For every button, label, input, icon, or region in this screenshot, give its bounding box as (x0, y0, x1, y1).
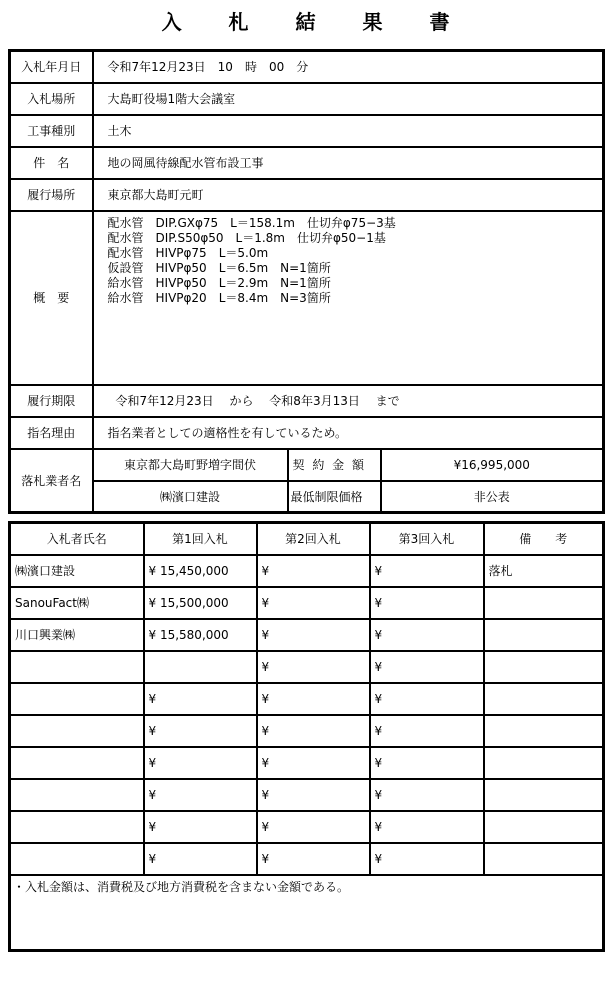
reason-label: 指名理由 (10, 417, 93, 449)
project-name-value: 地の岡風待線配水管布設工事 (93, 147, 604, 179)
remarks (484, 683, 604, 715)
reason-value: 指名業者としての適格性を有しているため。 (93, 417, 604, 449)
header-round2: 第2回入札 (257, 523, 370, 555)
table-row (10, 715, 604, 747)
bidder-name: 川口興業㈱ (10, 619, 144, 651)
summary-line: 給水管 HIVPφ50 L＝2.9m N=1箇所 (107, 275, 331, 290)
header-bidder: 入札者氏名 (10, 523, 144, 555)
table-row (10, 843, 604, 875)
bidder-name (10, 747, 144, 779)
period-value: 令和7年12月23日 から 令和8年3月13日 まで (93, 385, 604, 417)
bid-results-table (8, 521, 605, 952)
summary-line: 配水管 DIP.GXφ75 L＝158.1m 仕切弁φ75−3基 (107, 215, 396, 230)
round2-amount: ¥ (257, 843, 370, 875)
remarks (484, 715, 604, 747)
winner-label: 落札業者名 (10, 449, 93, 513)
remarks (484, 843, 604, 875)
row-bid-place (10, 83, 604, 115)
bidder-name (10, 843, 144, 875)
round3-amount: ¥ (370, 811, 484, 843)
round2-amount: ¥ (257, 651, 370, 683)
round2-amount: ¥ (257, 619, 370, 651)
summary-line: 給水管 HIVPφ20 L＝8.4m N=3箇所 (107, 290, 331, 305)
bidder-name (10, 811, 144, 843)
round3-amount: ¥ (370, 651, 484, 683)
table-row (10, 811, 604, 843)
bidder-name: SanouFact㈱ (10, 587, 144, 619)
remarks (484, 779, 604, 811)
row-reason (10, 417, 604, 449)
title-char: 果 (362, 10, 383, 34)
row-project-name (10, 147, 604, 179)
title-char: 書 (429, 10, 450, 34)
remarks (484, 587, 604, 619)
round2-amount: ¥ (257, 747, 370, 779)
winner-name: ㈱濱口建設 (93, 481, 288, 513)
row-winner-2 (10, 481, 604, 513)
header-row (10, 523, 604, 555)
table-row (10, 651, 604, 683)
table-row (10, 619, 604, 651)
round3-amount: ¥ (370, 587, 484, 619)
row-period (10, 385, 604, 417)
round3-amount: ¥ (370, 619, 484, 651)
round2-amount: ¥ (257, 779, 370, 811)
title-char: 札 (228, 10, 249, 34)
footnote-row (10, 875, 604, 951)
summary-line: 配水管 HIVPφ75 L＝5.0m (107, 245, 269, 260)
round1-amount: ¥ 15,500,000 (144, 587, 257, 619)
project-name-label: 件 名 (10, 147, 93, 179)
header-round1: 第1回入札 (144, 523, 257, 555)
round2-amount: ¥ (257, 683, 370, 715)
work-type-label: 工事種別 (10, 115, 93, 147)
round2-amount: ¥ (257, 587, 370, 619)
row-location (10, 179, 604, 211)
document-title (0, 6, 611, 35)
title-char: 入 (161, 10, 182, 34)
bidder-name (10, 651, 144, 683)
summary-label: 概 要 (10, 211, 93, 385)
round1-amount (144, 651, 257, 683)
bid-place-label: 入札場所 (10, 83, 93, 115)
round1-amount: ¥ (144, 683, 257, 715)
min-price-label: 最低制限価格 (288, 481, 381, 513)
summary-line: 配水管 DIP.S50φ50 L＝1.8m 仕切弁φ50−1基 (107, 230, 386, 245)
summary-value (93, 211, 604, 385)
round1-amount: ¥ (144, 811, 257, 843)
round1-amount: ¥ 15,580,000 (144, 619, 257, 651)
round2-amount: ¥ (257, 555, 370, 587)
round1-amount: ¥ (144, 843, 257, 875)
bid-date-label: 入札年月日 (10, 51, 93, 83)
row-summary (10, 211, 604, 385)
row-winner-1 (10, 449, 604, 481)
round1-amount: ¥ (144, 715, 257, 747)
round1-amount: ¥ (144, 779, 257, 811)
table-row (10, 747, 604, 779)
remarks (484, 811, 604, 843)
round1-amount: ¥ 15,450,000 (144, 555, 257, 587)
round3-amount: ¥ (370, 843, 484, 875)
footnote: ・入札金額は、消費税及び地方消費税を含まない金額である。 (10, 875, 604, 951)
bid-date-value: 令和7年12月23日 10 時 00 分 (93, 51, 604, 83)
min-price-value: 非公表 (381, 481, 604, 513)
bidder-name (10, 715, 144, 747)
bid-rows (10, 555, 604, 875)
round3-amount: ¥ (370, 715, 484, 747)
round3-amount: ¥ (370, 747, 484, 779)
bidder-name (10, 779, 144, 811)
header-round3: 第3回入札 (370, 523, 484, 555)
round3-amount: ¥ (370, 683, 484, 715)
bidder-name: ㈱濱口建設 (10, 555, 144, 587)
winner-address: 東京都大島町野増字間伏 (93, 449, 288, 481)
contract-amount-value: ¥16,995,000 (381, 449, 604, 481)
table-row (10, 683, 604, 715)
remarks (484, 619, 604, 651)
round3-amount: ¥ (370, 555, 484, 587)
bid-info-table (8, 49, 605, 514)
work-type-value: 土木 (93, 115, 604, 147)
remarks (484, 651, 604, 683)
title-char: 結 (295, 10, 316, 34)
row-bid-date (10, 51, 604, 83)
row-work-type (10, 115, 604, 147)
table-row (10, 555, 604, 587)
table-row (10, 779, 604, 811)
round3-amount: ¥ (370, 779, 484, 811)
contract-amount-label: 契 約 金 額 (288, 449, 381, 481)
remarks: 落札 (484, 555, 604, 587)
round2-amount: ¥ (257, 715, 370, 747)
round2-amount: ¥ (257, 811, 370, 843)
location-label: 履行場所 (10, 179, 93, 211)
period-label: 履行期限 (10, 385, 93, 417)
table-row (10, 587, 604, 619)
round1-amount: ¥ (144, 747, 257, 779)
bid-place-value: 大島町役場1階大会議室 (93, 83, 604, 115)
bidder-name (10, 683, 144, 715)
remarks (484, 747, 604, 779)
location-value: 東京都大島町元町 (93, 179, 604, 211)
header-remarks: 備 考 (484, 523, 604, 555)
summary-line: 仮設管 HIVPφ50 L＝6.5m N=1箇所 (107, 260, 331, 275)
